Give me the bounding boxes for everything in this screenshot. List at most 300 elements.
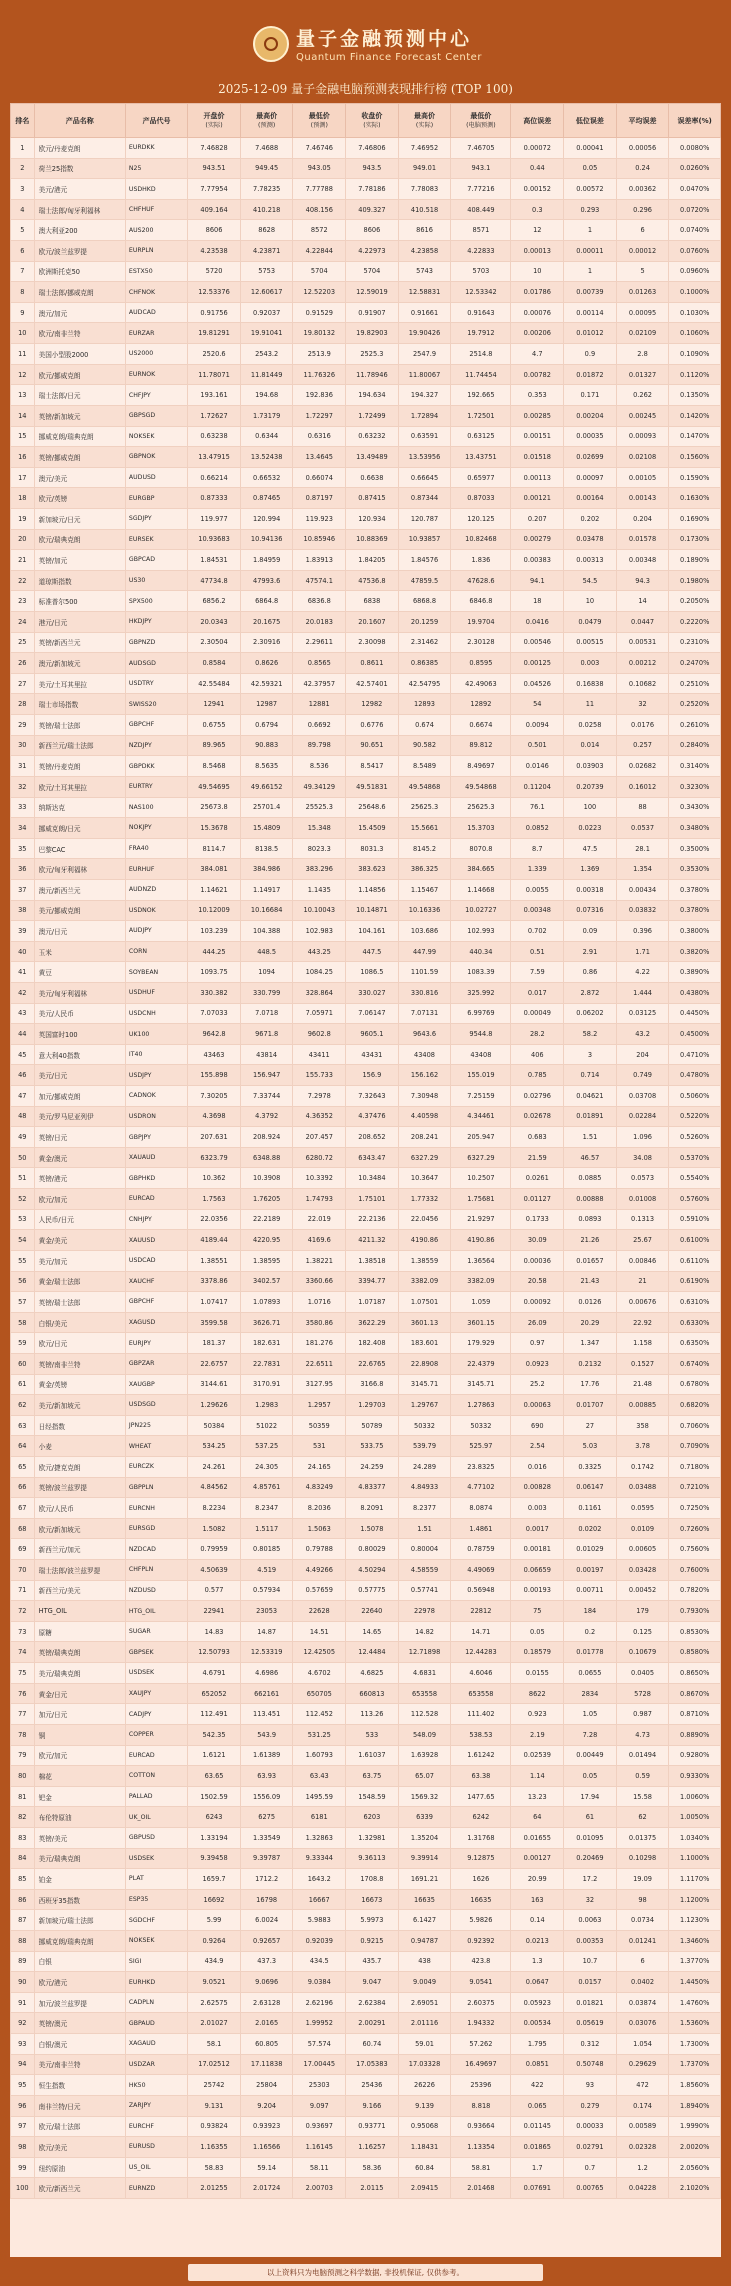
table-cell: 2.0020% — [669, 2137, 721, 2158]
table-cell: 447.99 — [398, 941, 451, 962]
table-cell: 15.348 — [293, 818, 346, 839]
table-cell: 0.00114 — [564, 302, 617, 323]
table-cell: 0.2470% — [669, 653, 721, 674]
table-cell: 3601.15 — [451, 1312, 511, 1333]
table-cell: 155.898 — [188, 1065, 241, 1086]
table-cell: 192.836 — [293, 385, 346, 406]
table-cell: 120.125 — [451, 508, 511, 529]
table-cell: 1101.59 — [398, 962, 451, 983]
table-cell: 1.0716 — [293, 1292, 346, 1313]
table-row — [11, 2157, 721, 2178]
table-cell: 0.8611 — [346, 653, 399, 674]
table-cell: 6856.2 — [188, 591, 241, 612]
table-cell: 0.51 — [511, 941, 564, 962]
table-cell: 531.25 — [293, 1724, 346, 1745]
table-cell: 2834 — [564, 1683, 617, 1704]
table-cell: USDHUF — [125, 982, 187, 1003]
table-cell: 652052 — [188, 1683, 241, 1704]
table-cell: 1659.7 — [188, 1869, 241, 1890]
table-cell: 49.51831 — [346, 776, 399, 797]
table-cell: 0.6316 — [293, 426, 346, 447]
table-cell: 6.99769 — [451, 1003, 511, 1024]
table-cell: XAUGBP — [125, 1374, 187, 1395]
table-cell: 0.01578 — [616, 529, 669, 550]
table-cell: 0.7060% — [669, 1415, 721, 1436]
table-cell: 119.977 — [188, 508, 241, 529]
table-cell: NZDCAD — [125, 1539, 187, 1560]
table-cell: 0.0734 — [616, 1910, 669, 1931]
table-cell: 0.202 — [564, 508, 617, 529]
table-cell: 1.5078 — [346, 1518, 399, 1539]
table-cell: 0.00056 — [616, 138, 669, 159]
table-cell: 0.9215 — [346, 1931, 399, 1952]
table-row — [11, 1003, 721, 1024]
table-cell: 25701.4 — [240, 797, 293, 818]
table-cell: 4.34461 — [451, 1106, 511, 1127]
table-cell: 英镑/南非兰特 — [34, 1353, 125, 1374]
table-cell: 4.77102 — [451, 1477, 511, 1498]
table-cell: 8.2036 — [293, 1498, 346, 1519]
table-cell: 0.44 — [511, 158, 564, 179]
table-cell: 1.51 — [398, 1518, 451, 1539]
table-cell: 21.26 — [564, 1230, 617, 1251]
table-cell: 1.36564 — [451, 1250, 511, 1271]
table-cell: 0.66645 — [398, 467, 451, 488]
table-cell: 15.58 — [616, 1786, 669, 1807]
table-cell: 6836.8 — [293, 591, 346, 612]
table-row — [11, 838, 721, 859]
table-cell: 44 — [11, 1024, 35, 1045]
table-cell: USDHKD — [125, 179, 187, 200]
table-cell: 0.3325 — [564, 1457, 617, 1478]
table-cell: 650705 — [293, 1683, 346, 1704]
table-cell: 13 — [11, 385, 35, 406]
table-cell: 加元/挪威克朗 — [34, 1086, 125, 1107]
table-row — [11, 1044, 721, 1065]
table-cell: 5743 — [398, 261, 451, 282]
table-cell: 0.2050% — [669, 591, 721, 612]
table-cell: 12.53319 — [240, 1642, 293, 1663]
table-cell: 0.8626 — [240, 653, 293, 674]
table-cell: 9.39914 — [398, 1848, 451, 1869]
table-cell: 4.84562 — [188, 1477, 241, 1498]
table-cell: 8.5635 — [240, 756, 293, 777]
table-cell: 1.15467 — [398, 879, 451, 900]
table-cell: 64 — [511, 1807, 564, 1828]
table-row — [11, 1106, 721, 1127]
table-cell: 7.46705 — [451, 138, 511, 159]
table-row — [11, 900, 721, 921]
table-cell: 4.23538 — [188, 241, 241, 262]
table-cell: 0.1090% — [669, 344, 721, 365]
table-row — [11, 385, 721, 406]
table-cell: 32 — [616, 694, 669, 715]
table-cell: 0.93697 — [293, 2116, 346, 2137]
table-cell: 90 — [11, 1972, 35, 1993]
table-row — [11, 1230, 721, 1251]
table-cell: 澳元/日元 — [34, 921, 125, 942]
table-cell: 7.77216 — [451, 179, 511, 200]
table-cell: 24.165 — [293, 1457, 346, 1478]
table-cell: 0.91529 — [293, 302, 346, 323]
table-cell: 0.80004 — [398, 1539, 451, 1560]
table-cell: 4.6986 — [240, 1663, 293, 1684]
table-cell: 533.75 — [346, 1436, 399, 1457]
table-cell: 43411 — [293, 1044, 346, 1065]
table-cell: 1.16355 — [188, 2137, 241, 2158]
table-cell: 0.93824 — [188, 2116, 241, 2137]
table-cell: 0.2132 — [564, 1353, 617, 1374]
table-cell: EURCHF — [125, 2116, 187, 2137]
table-cell: 9.0049 — [398, 1972, 451, 1993]
table-cell: 16692 — [188, 1889, 241, 1910]
table-cell: GBPCHF — [125, 715, 187, 736]
table-cell: 50789 — [346, 1415, 399, 1436]
table-cell: 0.00739 — [564, 282, 617, 303]
table-cell: 0.00782 — [511, 364, 564, 385]
table-cell: 63.65 — [188, 1766, 241, 1787]
table-cell: 0.01012 — [564, 323, 617, 344]
table-cell: 0.03832 — [616, 900, 669, 921]
table-cell: 0.5910% — [669, 1209, 721, 1230]
table-cell: 42.49063 — [451, 673, 511, 694]
table-cell: 156.162 — [398, 1065, 451, 1086]
table-cell: 205.947 — [451, 1127, 511, 1148]
table-cell: 0.0595 — [616, 1498, 669, 1519]
table-cell: 0.00515 — [564, 632, 617, 653]
table-cell: 423.8 — [451, 1951, 511, 1972]
table-row — [11, 2054, 721, 2075]
table-cell: 100 — [564, 797, 617, 818]
table-cell: 9.0521 — [188, 1972, 241, 1993]
table-cell: 0.05 — [564, 158, 617, 179]
table-cell: 0.01095 — [564, 1827, 617, 1848]
table-cell: 0.02791 — [564, 2137, 617, 2158]
table-cell: 17.00445 — [293, 2054, 346, 2075]
table-cell: 4.6791 — [188, 1663, 241, 1684]
table-row — [11, 323, 721, 344]
table-cell: 438 — [398, 1951, 451, 1972]
table-cell: 道琼斯指数 — [34, 570, 125, 591]
table-cell: 原糖 — [34, 1621, 125, 1642]
table-cell: 50332 — [451, 1415, 511, 1436]
table-cell: 2.872 — [564, 982, 617, 1003]
table-cell: 0.0720% — [669, 199, 721, 220]
table-cell: 660813 — [346, 1683, 399, 1704]
table-cell: 25673.8 — [188, 797, 241, 818]
table-cell: CHFJPY — [125, 385, 187, 406]
table-cell: 47628.6 — [451, 570, 511, 591]
table-cell: 0.7600% — [669, 1560, 721, 1581]
table-row — [11, 1642, 721, 1663]
table-cell: 4220.95 — [240, 1230, 293, 1251]
table-cell: 1084.25 — [293, 962, 346, 983]
table-cell: 美国小型股2000 — [34, 344, 125, 365]
table-cell: 1.61242 — [451, 1745, 511, 1766]
table-cell: 8.2091 — [346, 1498, 399, 1519]
table-cell: 58.2 — [564, 1024, 617, 1045]
table-cell: 384.665 — [451, 859, 511, 880]
table-cell: 0.0405 — [616, 1663, 669, 1684]
table-cell: 194.327 — [398, 385, 451, 406]
table-cell: 白银/美元 — [34, 1312, 125, 1333]
table-cell: 0.1630% — [669, 488, 721, 509]
table-cell: 30 — [11, 735, 35, 756]
table-row — [11, 921, 721, 942]
table-cell: 0.00676 — [616, 1292, 669, 1313]
table-cell: 4.6702 — [293, 1663, 346, 1684]
table-cell: 0.50748 — [564, 2054, 617, 2075]
table-cell: 0.10298 — [616, 1848, 669, 1869]
table-cell: 0.63591 — [398, 426, 451, 447]
table-cell: 72 — [11, 1601, 35, 1622]
column-header-label: 最高价 — [256, 111, 278, 120]
table-cell: 12893 — [398, 694, 451, 715]
table-cell: 0.683 — [511, 1127, 564, 1148]
table-cell: 434.9 — [188, 1951, 241, 1972]
table-cell: 1.77332 — [398, 1189, 451, 1210]
table-cell: 布伦特原油 — [34, 1807, 125, 1828]
table-cell: 32 — [564, 1889, 617, 1910]
table-cell: 黄金/美元 — [34, 1230, 125, 1251]
table-cell: 47734.8 — [188, 570, 241, 591]
table-cell: 0.07691 — [511, 2178, 564, 2199]
table-cell: 181.37 — [188, 1333, 241, 1354]
table-cell: 1.1230% — [669, 1910, 721, 1931]
ranking-table — [10, 103, 721, 2199]
table-cell: 黄金/澳元 — [34, 1147, 125, 1168]
table-row — [11, 467, 721, 488]
column-header-label: 最低价 — [308, 111, 330, 120]
table-cell: 1.0060% — [669, 1786, 721, 1807]
table-cell: 1.2957 — [293, 1395, 346, 1416]
table-cell: 69 — [11, 1539, 35, 1560]
table-body — [11, 138, 721, 2199]
table-cell: 1.14856 — [346, 879, 399, 900]
table-cell: 24.305 — [240, 1457, 293, 1478]
table-row — [11, 756, 721, 777]
table-cell: 102.993 — [451, 921, 511, 942]
table-cell: 英镑/瑞士法郎 — [34, 715, 125, 736]
table-cell: 7.32643 — [346, 1086, 399, 1107]
table-cell: 0.00197 — [564, 1560, 617, 1581]
table-cell: 10.2507 — [451, 1168, 511, 1189]
table-cell: 0.00711 — [564, 1580, 617, 1601]
table-cell: 2.69051 — [398, 1992, 451, 2013]
brand-title-en: Quantum Finance Forecast Center — [296, 52, 482, 63]
table-cell: 0.0885 — [564, 1168, 617, 1189]
table-cell: AUDCAD — [125, 302, 187, 323]
table-cell: 15.5661 — [398, 818, 451, 839]
table-cell: 0.00572 — [564, 179, 617, 200]
table-cell: USDJPY — [125, 1065, 187, 1086]
table-cell: 7.07033 — [188, 1003, 241, 1024]
table-row — [11, 2178, 721, 2199]
table-cell: 0.1980% — [669, 570, 721, 591]
table-cell: EURSEK — [125, 529, 187, 550]
table-cell: 英镑/加元 — [34, 550, 125, 571]
table-row — [11, 158, 721, 179]
table-cell: 欧元/波兰兹罗提 — [34, 241, 125, 262]
table-cell: GBPHKD — [125, 1168, 187, 1189]
column-header-sublabel: (预测) — [258, 121, 276, 129]
table-cell: 58.1 — [188, 2034, 241, 2055]
table-cell: 4.22 — [616, 962, 669, 983]
table-cell: 2.1020% — [669, 2178, 721, 2199]
table-row — [11, 220, 721, 241]
table-cell: 22.019 — [293, 1209, 346, 1230]
table-cell: 2.0560% — [669, 2157, 721, 2178]
table-cell: 新加坡元/瑞士法郎 — [34, 1910, 125, 1931]
table-cell: 194.634 — [346, 385, 399, 406]
table-cell: 0.0213 — [511, 1931, 564, 1952]
table-cell: 0.00245 — [616, 405, 669, 426]
table-cell: 0.2220% — [669, 612, 721, 633]
table-cell: 1.35204 — [398, 1827, 451, 1848]
table-cell: 12987 — [240, 694, 293, 715]
table-cell: 12.60617 — [240, 282, 293, 303]
table-cell: EURZAR — [125, 323, 187, 344]
table-cell: 1.6121 — [188, 1745, 241, 1766]
table-row — [11, 1395, 721, 1416]
table-cell: 10.88369 — [346, 529, 399, 550]
table-cell: 0.02328 — [616, 2137, 669, 2158]
table-cell: 0.2510% — [669, 673, 721, 694]
column-header — [188, 104, 241, 138]
table-cell: 383.296 — [293, 859, 346, 880]
table-cell: 3170.91 — [240, 1374, 293, 1395]
table-cell: JPN225 — [125, 1415, 187, 1436]
table-cell: 黄金/英镑 — [34, 1374, 125, 1395]
table-cell: 84 — [11, 1848, 35, 1869]
table-cell: 1.14621 — [188, 879, 241, 900]
table-cell: 59 — [11, 1333, 35, 1354]
table-cell: 5.9826 — [451, 1910, 511, 1931]
table-cell: AUS200 — [125, 220, 187, 241]
table-cell: SPX500 — [125, 591, 187, 612]
table-cell: 20.99 — [511, 1869, 564, 1890]
table-cell: 0.01865 — [511, 2137, 564, 2158]
table-cell: 50 — [11, 1147, 35, 1168]
table-row — [11, 1580, 721, 1601]
table-cell: 62 — [11, 1395, 35, 1416]
table-cell: 7.0718 — [240, 1003, 293, 1024]
table-cell: 1.2983 — [240, 1395, 293, 1416]
table-cell: 1093.75 — [188, 962, 241, 983]
table-cell: 0.4710% — [669, 1044, 721, 1065]
table-cell: 22.8908 — [398, 1353, 451, 1374]
table-cell: 20.1607 — [346, 612, 399, 633]
table-cell: 42.55484 — [188, 673, 241, 694]
table-cell: 新加坡元/日元 — [34, 508, 125, 529]
table-cell: 4.6046 — [451, 1663, 511, 1684]
table-cell: 25 — [11, 632, 35, 653]
table-cell: 0.01786 — [511, 282, 564, 303]
table-cell: 1.72627 — [188, 405, 241, 426]
table-cell: 美元/人民币 — [34, 1003, 125, 1024]
table-cell: 美元/南非兰特 — [34, 2054, 125, 2075]
table-row — [11, 282, 721, 303]
table-cell: 66 — [11, 1477, 35, 1498]
table-cell: 1083.39 — [451, 962, 511, 983]
table-cell: 11.74454 — [451, 364, 511, 385]
table-cell: 0.1000% — [669, 282, 721, 303]
table-cell: 2.62384 — [346, 1992, 399, 2013]
table-cell: 0.1730% — [669, 529, 721, 550]
table-cell: 14 — [11, 405, 35, 426]
table-cell: 0.0416 — [511, 612, 564, 633]
table-cell: 0.00092 — [511, 1292, 564, 1313]
table-cell: 0.0851 — [511, 2054, 564, 2075]
table-cell: 472 — [616, 2075, 669, 2096]
table-cell: 24.259 — [346, 1457, 399, 1478]
table-row — [11, 2034, 721, 2055]
table-cell: 0.97 — [511, 1333, 564, 1354]
table-cell: 98 — [11, 2137, 35, 2158]
table-cell: 26226 — [398, 2075, 451, 2096]
table-cell: 3 — [11, 179, 35, 200]
table-cell: ZARJPY — [125, 2095, 187, 2116]
table-cell: 11.76326 — [293, 364, 346, 385]
table-row — [11, 1931, 721, 1952]
table-cell: 179.929 — [451, 1333, 511, 1354]
table-cell: 2.30098 — [346, 632, 399, 653]
table-cell: 43408 — [451, 1044, 511, 1065]
table-cell: 65 — [11, 1457, 35, 1478]
table-cell: 9671.8 — [240, 1024, 293, 1045]
table-cell: 0.02699 — [564, 447, 617, 468]
column-header — [125, 104, 187, 138]
column-header — [11, 104, 35, 138]
table-cell: 10.7 — [564, 1951, 617, 1972]
table-cell: 4190.86 — [451, 1230, 511, 1251]
table-row — [11, 591, 721, 612]
table-row — [11, 962, 721, 983]
table-cell: 1.29767 — [398, 1395, 451, 1416]
table-cell: 358 — [616, 1415, 669, 1436]
table-cell: 0.3800% — [669, 921, 721, 942]
table-cell: 6203 — [346, 1807, 399, 1828]
table-cell: 10.16336 — [398, 900, 451, 921]
table-cell: 0.6776 — [346, 715, 399, 736]
table-cell: 1.33194 — [188, 1827, 241, 1848]
table-cell: PLAT — [125, 1869, 187, 1890]
table-cell: 0.8595 — [451, 653, 511, 674]
table-row — [11, 1209, 721, 1230]
table-cell: 1.1170% — [669, 1869, 721, 1890]
table-cell: 43408 — [398, 1044, 451, 1065]
table-cell: 1.5063 — [293, 1518, 346, 1539]
table-cell: 11 — [11, 344, 35, 365]
column-header-label: 产品名称 — [65, 116, 94, 125]
table-cell: 4.36352 — [293, 1106, 346, 1127]
table-cell: 黄金/瑞士法郎 — [34, 1271, 125, 1292]
table-cell: 0.501 — [511, 735, 564, 756]
table-cell: 22978 — [398, 1601, 451, 1622]
table-cell: 91 — [11, 1992, 35, 2013]
table-cell: 79 — [11, 1745, 35, 1766]
table-cell: 0.59 — [616, 1766, 669, 1787]
table-cell: 欧元/捷克克朗 — [34, 1457, 125, 1478]
table-cell: 7.30948 — [398, 1086, 451, 1107]
table-cell: 50384 — [188, 1415, 241, 1436]
table-cell: 0.57775 — [346, 1580, 399, 1601]
table-cell: 43431 — [346, 1044, 399, 1065]
table-cell: 0.785 — [511, 1065, 564, 1086]
table-cell: 5.9883 — [293, 1910, 346, 1931]
table-cell: 0.6780% — [669, 1374, 721, 1395]
table-cell: 2.63128 — [240, 1992, 293, 2013]
